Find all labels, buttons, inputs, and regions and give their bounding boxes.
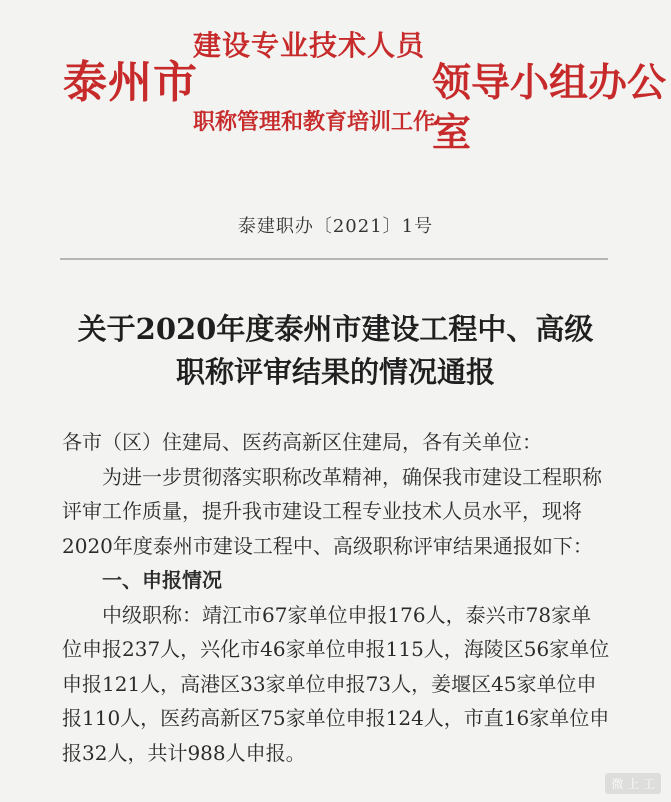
watermark: 微 上 工 — [605, 773, 661, 794]
section-heading-1: 一、申报情况 — [102, 568, 222, 592]
header-line1: 建设专业技术人员 — [193, 29, 426, 62]
header-city: 泰州市 — [63, 57, 198, 108]
header-line2: 职称管理和教育培训工作 — [193, 109, 436, 135]
title-line1: 关于2020年度泰州市建设工程中、高级 — [77, 312, 594, 346]
document-number: 泰建职办〔2021〕1号 — [237, 216, 434, 237]
document-title — [0, 308, 671, 394]
header-office: 领导小组办公室 — [432, 60, 667, 156]
header-middle — [193, 28, 443, 136]
salutation: 各市（区）住建局、医药高新区住建局，各有关单位： — [62, 430, 542, 454]
title-line2: 职称评审结果的情况通报 — [175, 355, 495, 389]
paragraph-intermediate-titles: 中级职称：靖江市67家单位申报176人，泰兴市78家单位申报237人，兴化市46家单位申报115人，海陵区56家单位申报121人，高港区33家单位申报73人，姜堰区45家单位申报110人，医药高新区75家单位申报124人，市直16家单位申报32人，共计988人申报。 — [62, 602, 610, 765]
header-divider — [60, 258, 608, 260]
intro-paragraph: 为进一步贯彻落实职称改革精神，确保我市建设工程职称评审工作质量，提升我市建设工程专业技术人员水平，现将2020年度泰州市建设工程中、高级职称评审结果通报如下： — [62, 464, 602, 558]
document-body — [62, 425, 610, 770]
